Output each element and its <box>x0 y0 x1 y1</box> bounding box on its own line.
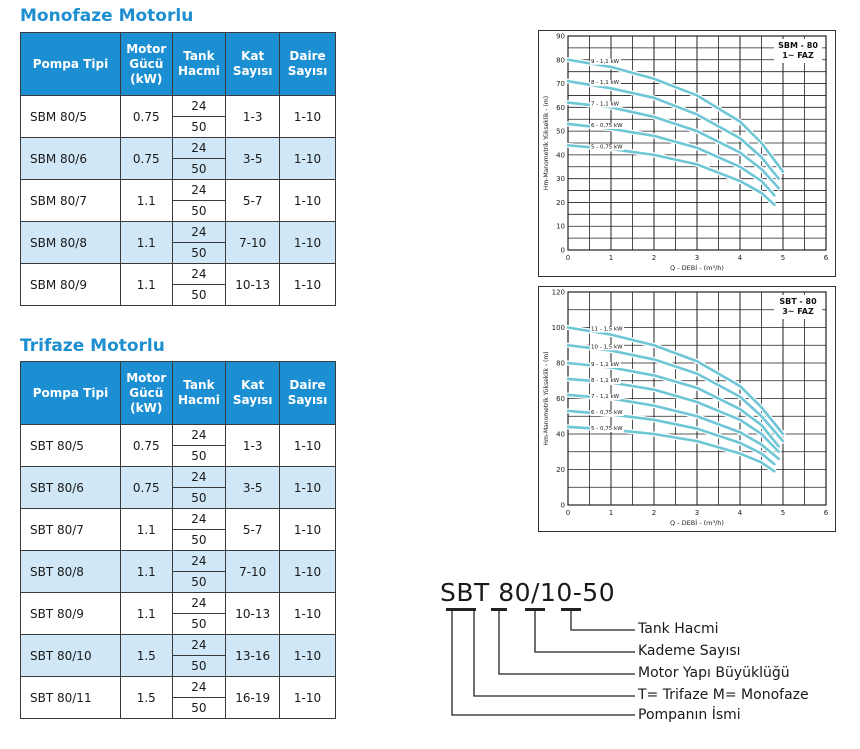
pump-type: SBT 80/11 <box>21 677 121 719</box>
tank-volume: 50 <box>172 117 226 138</box>
x-tick-label: 0 <box>565 509 571 517</box>
table-row <box>21 467 336 488</box>
tank-volume: 50 <box>172 572 226 593</box>
series-label: 7 - 1,1 kW <box>591 393 620 400</box>
chart-frame <box>539 31 836 277</box>
y-tick-label: 20 <box>556 466 565 474</box>
motor-power: 1.5 <box>120 677 172 719</box>
y-tick-label: 50 <box>556 127 565 136</box>
trifaze-title: Trifaze Motorlu <box>20 336 165 356</box>
y-tick-label: 90 <box>556 32 565 41</box>
tank-volume: 24 <box>172 180 226 201</box>
y-tick-label: 100 <box>551 324 565 332</box>
tank-volume: 50 <box>172 614 226 635</box>
flat-count: 1-10 <box>280 677 336 719</box>
x-tick-label: 0 <box>565 254 571 262</box>
x-tick-label: 2 <box>651 254 657 262</box>
x-tick-label: 3 <box>694 509 700 517</box>
legend-tick-kademe <box>525 608 545 611</box>
motor-power: 1.1 <box>120 593 172 635</box>
motor-power: 1.1 <box>120 222 172 264</box>
tank-volume: 50 <box>172 656 226 677</box>
floor-count: 7-10 <box>226 222 280 264</box>
tank-volume: 24 <box>172 467 226 488</box>
legend-line-tank <box>571 610 635 630</box>
x-tick-label: 1 <box>608 254 614 262</box>
floor-count: 3-5 <box>226 467 280 509</box>
floor-count: 10-13 <box>226 593 280 635</box>
legend-tick-tank <box>561 608 581 611</box>
y-tick-label: 120 <box>551 288 565 297</box>
trifaze-table <box>20 361 336 719</box>
x-tick-label: 5 <box>780 254 786 262</box>
tank-volume: 50 <box>172 530 226 551</box>
header-pompa-tipi: Pompa Tipi <box>21 362 121 425</box>
flat-count: 1-10 <box>280 635 336 677</box>
motor-power: 0.75 <box>120 138 172 180</box>
pump-type: SBT 80/9 <box>21 593 121 635</box>
pump-type: SBM 80/8 <box>21 222 121 264</box>
table-row <box>21 551 336 572</box>
chart-title: SBM - 80 <box>778 41 818 50</box>
tank-volume: 50 <box>172 698 226 719</box>
y-tick-label: 80 <box>556 359 565 368</box>
x-tick-label: 1 <box>608 509 614 517</box>
motor-power: 0.75 <box>120 96 172 138</box>
tank-volume: 50 <box>172 243 226 264</box>
floor-count: 1-3 <box>226 425 280 467</box>
y-tick-label: 80 <box>556 56 565 65</box>
chart-title: SBT - 80 <box>779 297 817 306</box>
y-axis-label: Hm-Manometrik Yükseklik - (m) <box>543 95 550 191</box>
sbm-performance-chart <box>538 30 836 277</box>
legend-tick-isim <box>446 608 476 611</box>
tank-volume: 50 <box>172 285 226 306</box>
header-tank-hacmi: Tank Hacmi <box>172 362 226 425</box>
y-tick-label: 0 <box>560 501 565 510</box>
y-tick-label: 70 <box>556 80 565 89</box>
tank-volume: 24 <box>172 677 226 698</box>
legend-label-isim: Pompanın İsmi <box>638 707 741 723</box>
pump-type: SBM 80/7 <box>21 180 121 222</box>
legend-label-tank: Tank Hacmi <box>638 621 719 637</box>
tank-volume: 50 <box>172 446 226 467</box>
tank-volume: 24 <box>172 509 226 530</box>
header-pompa-tipi: Pompa Tipi <box>21 33 121 96</box>
tank-volume: 24 <box>172 138 226 159</box>
y-tick-label: 40 <box>556 430 565 439</box>
header-motor-gucu: Motor Gücü (kW) <box>120 33 172 96</box>
motor-power: 0.75 <box>120 425 172 467</box>
x-axis-label: Q - DEBİ - (m³/h) <box>670 519 724 527</box>
y-axis-label: Hm-Manometrik Yükseklik - (m) <box>543 351 550 446</box>
table-row <box>21 509 336 530</box>
sbt-performance-chart <box>538 286 836 532</box>
flat-count: 1-10 <box>280 180 336 222</box>
flat-count: 1-10 <box>280 222 336 264</box>
table-row <box>21 138 336 159</box>
y-tick-label: 0 <box>560 246 565 255</box>
tank-volume: 24 <box>172 425 226 446</box>
legend-label-faz: T= Trifaze M= Monofaze <box>638 687 809 703</box>
chart-title: 1~ FAZ <box>782 51 814 60</box>
flat-count: 1-10 <box>280 96 336 138</box>
flat-count: 1-10 <box>280 593 336 635</box>
pump-type: SBT 80/8 <box>21 551 121 593</box>
series-label: 6 - 0,75 kW <box>591 122 623 129</box>
pump-type: SBT 80/5 <box>21 425 121 467</box>
floor-count: 16-19 <box>226 677 280 719</box>
tank-volume: 50 <box>172 201 226 222</box>
motor-power: 0.75 <box>120 467 172 509</box>
table-row <box>21 677 336 698</box>
pump-type: SBM 80/9 <box>21 264 121 306</box>
x-tick-label: 2 <box>651 509 657 517</box>
x-tick-label: 6 <box>823 509 829 517</box>
flat-count: 1-10 <box>280 425 336 467</box>
tank-volume: 24 <box>172 96 226 117</box>
series-label: 6 - 0,75 kW <box>591 409 623 416</box>
tank-volume: 24 <box>172 222 226 243</box>
chart-frame <box>539 287 836 532</box>
legend-tick-motor <box>491 608 507 611</box>
floor-count: 13-16 <box>226 635 280 677</box>
x-tick-label: 4 <box>737 254 743 262</box>
legend-label-kademe: Kademe Sayısı <box>638 643 741 659</box>
y-tick-label: 20 <box>556 198 565 207</box>
tank-volume: 24 <box>172 593 226 614</box>
tank-volume: 50 <box>172 159 226 180</box>
y-tick-label: 10 <box>556 222 565 231</box>
series-label: 9 - 1,1 kW <box>591 362 620 368</box>
y-tick-label: 30 <box>556 175 565 184</box>
x-axis-label: Q - DEBİ - (m³/h) <box>670 264 724 272</box>
header-motor-gucu: Motor Gücü (kW) <box>120 362 172 425</box>
header-daire-sayisi: Daire Sayısı <box>280 362 336 425</box>
pump-type: SBM 80/6 <box>21 138 121 180</box>
x-tick-label: 4 <box>737 509 743 517</box>
model-code: SBT 80/10-50 <box>440 578 616 607</box>
table-row <box>21 593 336 614</box>
motor-power: 1.1 <box>120 264 172 306</box>
chart-title: 3~ FAZ <box>782 307 814 316</box>
legend-line-isim <box>452 610 635 715</box>
pump-type: SBT 80/6 <box>21 467 121 509</box>
floor-count: 10-13 <box>226 264 280 306</box>
series-label: 10 - 1,5 kW <box>591 344 623 351</box>
tank-volume: 24 <box>172 635 226 656</box>
floor-count: 1-3 <box>226 96 280 138</box>
x-tick-label: 3 <box>694 254 700 262</box>
header-kat-sayisi: Kat Sayısı <box>226 362 280 425</box>
table-row <box>21 96 336 117</box>
legend-line-kademe <box>535 610 635 652</box>
series-label: 5 - 0,75 kW <box>591 144 623 151</box>
y-tick-label: 60 <box>556 395 565 403</box>
floor-count: 7-10 <box>226 551 280 593</box>
series-label: 8 - 1,1 kW <box>591 377 620 384</box>
series-label: 7 - 1,1 kW <box>591 101 620 108</box>
table-row <box>21 180 336 201</box>
table-row <box>21 635 336 656</box>
tank-volume: 50 <box>172 488 226 509</box>
table-row <box>21 222 336 243</box>
series-label: 11 - 1,5 kW <box>591 326 623 333</box>
legend-line-motor <box>499 610 635 674</box>
flat-count: 1-10 <box>280 138 336 180</box>
series-label: 5 - 0,75 kW <box>591 425 623 432</box>
motor-power: 1.1 <box>120 180 172 222</box>
pump-type: SBM 80/5 <box>21 96 121 138</box>
floor-count: 3-5 <box>226 138 280 180</box>
tank-volume: 24 <box>172 551 226 572</box>
series-label: 9 - 1,1 kW <box>591 58 620 65</box>
flat-count: 1-10 <box>280 551 336 593</box>
pump-type: SBT 80/7 <box>21 509 121 551</box>
header-daire-sayisi: Daire Sayısı <box>280 33 336 96</box>
series-label: 8 - 1,1 kW <box>591 80 620 87</box>
table-row <box>21 425 336 446</box>
x-tick-label: 5 <box>780 509 786 517</box>
motor-power: 1.5 <box>120 635 172 677</box>
header-tank-hacmi: Tank Hacmi <box>172 33 226 96</box>
floor-count: 5-7 <box>226 180 280 222</box>
monofaze-table <box>20 32 336 306</box>
pump-type: SBT 80/10 <box>21 635 121 677</box>
motor-power: 1.1 <box>120 551 172 593</box>
flat-count: 1-10 <box>280 467 336 509</box>
motor-power: 1.1 <box>120 509 172 551</box>
flat-count: 1-10 <box>280 264 336 306</box>
x-tick-label: 6 <box>823 254 829 262</box>
y-tick-label: 60 <box>556 103 565 112</box>
legend-line-faz <box>474 610 635 696</box>
table-row <box>21 264 336 285</box>
y-tick-label: 40 <box>556 151 565 160</box>
monofaze-title: Monofaze Motorlu <box>20 6 194 26</box>
tank-volume: 24 <box>172 264 226 285</box>
header-kat-sayisi: Kat Sayısı <box>226 33 280 96</box>
flat-count: 1-10 <box>280 509 336 551</box>
legend-label-motor: Motor Yapı Büyüklüğü <box>638 665 790 681</box>
floor-count: 5-7 <box>226 509 280 551</box>
